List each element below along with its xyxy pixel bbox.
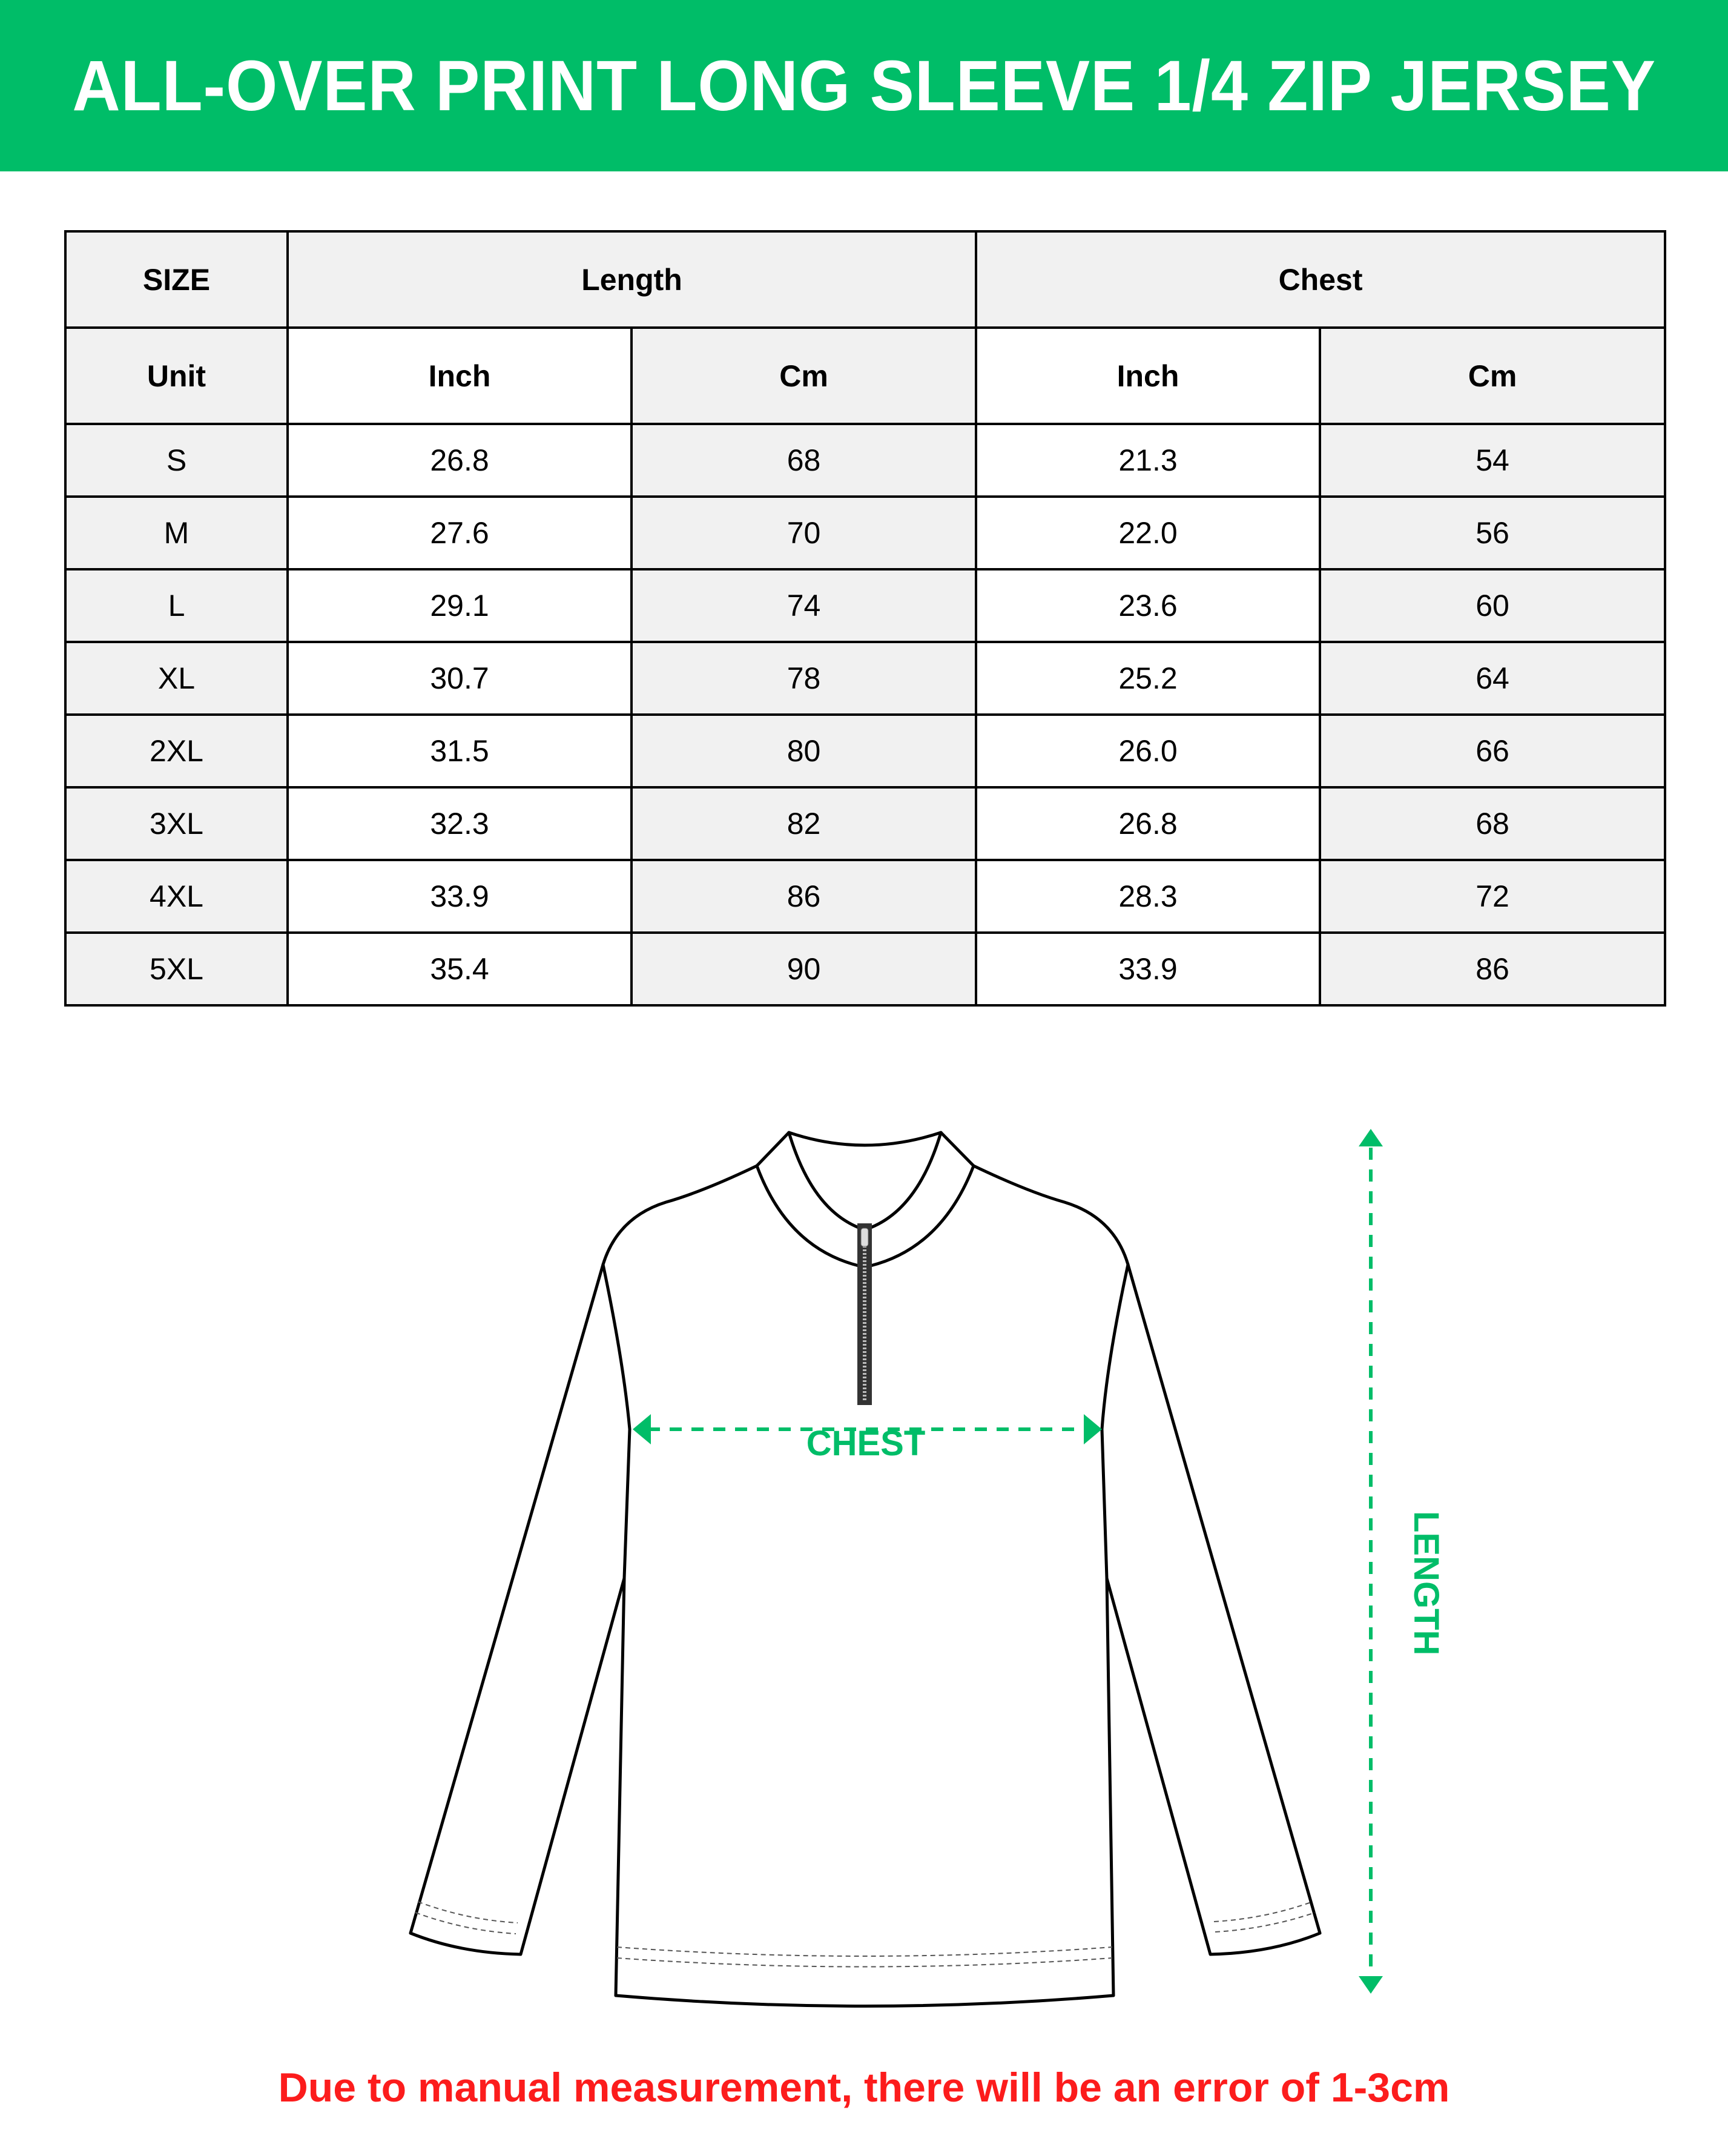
chest-cm-cell: 68 bbox=[1320, 787, 1665, 860]
header-unit: Unit bbox=[65, 328, 288, 424]
length-cm-cell: 90 bbox=[632, 933, 976, 1005]
header-length: Length bbox=[288, 231, 976, 328]
measurement-disclaimer: Due to manual measurement, there will be an error of 1-3cm bbox=[278, 2065, 1450, 2111]
header-chest: Chest bbox=[976, 231, 1665, 328]
length-cm-cell: 68 bbox=[632, 424, 976, 497]
stitch-lines bbox=[415, 1902, 1315, 1967]
chest-measure-label: CHEST bbox=[806, 1424, 926, 1463]
table-row bbox=[65, 933, 1665, 1005]
size-cell: M bbox=[65, 497, 288, 569]
length-measure-arrow-icon bbox=[1359, 1129, 1383, 1994]
length-inch-cell: 35.4 bbox=[288, 933, 632, 1005]
zipper-icon bbox=[857, 1223, 872, 1405]
size-cell: XL bbox=[65, 642, 288, 715]
chest-inch-cell: 25.2 bbox=[976, 642, 1320, 715]
length-inch-cell: 32.3 bbox=[288, 787, 632, 860]
table-row bbox=[65, 860, 1665, 933]
chest-cm-cell: 60 bbox=[1320, 569, 1665, 642]
chest-cm-cell: 66 bbox=[1320, 715, 1665, 787]
length-cm-cell: 74 bbox=[632, 569, 976, 642]
chest-cm-cell: 56 bbox=[1320, 497, 1665, 569]
chest-cm-cell: 64 bbox=[1320, 642, 1665, 715]
size-cell: L bbox=[65, 569, 288, 642]
header-length-inch: Inch bbox=[288, 328, 632, 424]
chest-cm-cell: 72 bbox=[1320, 860, 1665, 933]
length-inch-cell: 33.9 bbox=[288, 860, 632, 933]
chest-cm-cell: 86 bbox=[1320, 933, 1665, 1005]
length-cm-cell: 78 bbox=[632, 642, 976, 715]
table-row bbox=[65, 715, 1665, 787]
length-inch-cell: 30.7 bbox=[288, 642, 632, 715]
chest-inch-cell: 33.9 bbox=[976, 933, 1320, 1005]
length-cm-cell: 80 bbox=[632, 715, 976, 787]
chest-cm-cell: 54 bbox=[1320, 424, 1665, 497]
table-header-row-groups bbox=[65, 231, 1665, 328]
length-cm-cell: 82 bbox=[632, 787, 976, 860]
length-cm-cell: 86 bbox=[632, 860, 976, 933]
header-size: SIZE bbox=[65, 231, 288, 328]
size-cell: 2XL bbox=[65, 715, 288, 787]
length-inch-cell: 27.6 bbox=[288, 497, 632, 569]
table-header-row-units bbox=[65, 328, 1665, 424]
chest-inch-cell: 26.8 bbox=[976, 787, 1320, 860]
header-chest-inch: Inch bbox=[976, 328, 1320, 424]
table-row bbox=[65, 787, 1665, 860]
chest-inch-cell: 21.3 bbox=[976, 424, 1320, 497]
chest-inch-cell: 23.6 bbox=[976, 569, 1320, 642]
chest-inch-cell: 28.3 bbox=[976, 860, 1320, 933]
size-chart-table bbox=[64, 230, 1666, 1007]
size-cell: S bbox=[65, 424, 288, 497]
size-cell: 4XL bbox=[65, 860, 288, 933]
title-banner bbox=[0, 0, 1728, 171]
size-cell: 3XL bbox=[65, 787, 288, 860]
table-row bbox=[65, 424, 1665, 497]
length-inch-cell: 26.8 bbox=[288, 424, 632, 497]
header-chest-cm: Cm bbox=[1320, 328, 1665, 424]
header-length-cm: Cm bbox=[632, 328, 976, 424]
page-title: ALL-OVER PRINT LONG SLEEVE 1/4 ZIP JERSEY bbox=[72, 45, 1656, 126]
chest-inch-cell: 22.0 bbox=[976, 497, 1320, 569]
length-measure-label: LENGTH bbox=[1406, 1511, 1446, 1656]
table-row bbox=[65, 569, 1665, 642]
chest-inch-cell: 26.0 bbox=[976, 715, 1320, 787]
size-cell: 5XL bbox=[65, 933, 288, 1005]
length-cm-cell: 70 bbox=[632, 497, 976, 569]
length-inch-cell: 29.1 bbox=[288, 569, 632, 642]
table-row bbox=[65, 497, 1665, 569]
length-inch-cell: 31.5 bbox=[288, 715, 632, 787]
table-row bbox=[65, 642, 1665, 715]
